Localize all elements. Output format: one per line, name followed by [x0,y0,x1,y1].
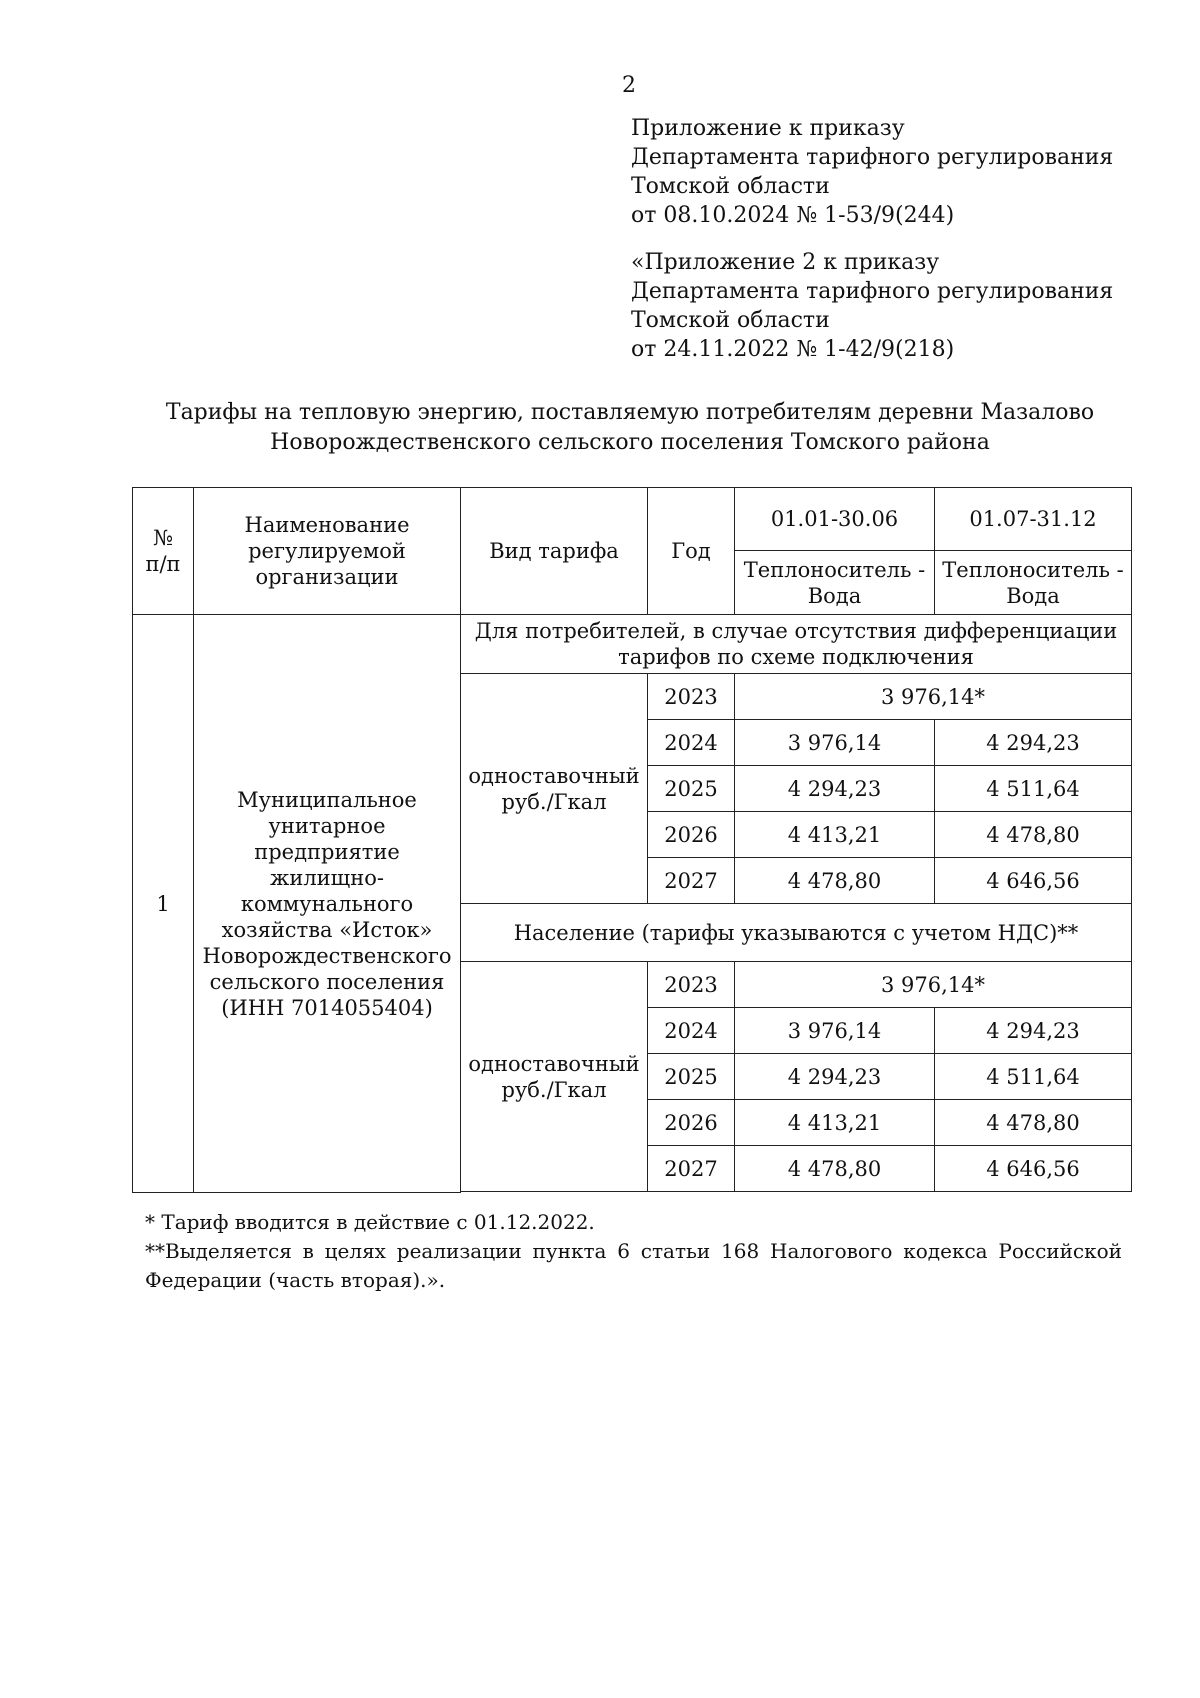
tariff-type: одноставочный руб./Гкал [461,674,648,904]
row-number: 1 [133,615,194,1193]
tariff-value-h1: 4 294,23 [735,1054,935,1100]
header-period-second-half: 01.07-31.12 [935,488,1132,551]
tariff-value-h1: 4 413,21 [735,812,935,858]
document-title [130,398,1130,458]
tariff-value-h2: 4 646,56 [935,1146,1132,1192]
tariff-value-h2: 4 511,64 [935,1054,1132,1100]
tariff-value-h2: 4 511,64 [935,766,1132,812]
header-carrier-first-half: Теплоноситель - Вода [735,551,935,615]
header-carrier-second-half: Теплоноситель - Вода [935,551,1132,615]
tariff-value-merged: 3 976,14* [735,674,1132,720]
header-number: № п/п [133,488,194,615]
year-cell: 2026 [648,1100,735,1146]
title-line: Тарифы на тепловую энергию, поставляемую потребителям деревни Мазалово [165,400,1095,425]
tariff-value-h1: 4 478,80 [735,858,935,904]
header-year: Год [648,488,735,615]
header-organization: Наименование регулируемой организации [194,488,461,615]
year-cell: 2023 [648,962,735,1008]
annex-line: «Приложение 2 к приказу [631,250,940,275]
title-line: Новорождественского сельского поселения Томского района [270,430,990,455]
annex-line: от 24.11.2022 № 1-42/9(218) [631,337,955,362]
annex-original-order [631,248,1151,364]
footnote-vat: **Выделяется в целях реализации пункта 6 статьи 168 Налогового кодекса Российской Федерации (часть вторая).». [145,1239,1122,1292]
tariff-value-h2: 4 294,23 [935,720,1132,766]
year-cell: 2024 [648,720,735,766]
annex-line: от 08.10.2024 № 1-53/9(244) [631,203,955,228]
tariff-value-h2: 4 478,80 [935,812,1132,858]
section-heading: Население (тарифы указываются с учетом НДС)** [461,904,1132,962]
footnotes [145,1208,1122,1295]
page-number: 2 [622,73,636,98]
organization-name: Муниципальное унитарное предприятие жилищно- коммунального хозяйства «Исток» Новорождественского сельского поселения (ИНН 7014055404) [194,615,461,1193]
annex-line: Приложение к приказу [631,116,905,141]
tariff-value-h1: 4 478,80 [735,1146,935,1192]
header-tariff-type: Вид тарифа [461,488,648,615]
annex-line: Томской области [631,308,830,333]
annex-line: Томской области [631,174,830,199]
tariff-table [132,487,1132,1193]
header-period-first-half: 01.01-30.06 [735,488,935,551]
annex-line: Департамента тарифного регулирования [631,279,1114,304]
year-cell: 2027 [648,1146,735,1192]
year-cell: 2024 [648,1008,735,1054]
tariff-type: одноставочный руб./Гкал [461,962,648,1192]
section-heading: Для потребителей, в случае отсутствия дифференциации тарифов по схеме подключения [461,615,1132,674]
tariff-value-h2: 4 294,23 [935,1008,1132,1054]
tariff-value-merged: 3 976,14* [735,962,1132,1008]
tariff-value-h1: 3 976,14 [735,1008,935,1054]
year-cell: 2025 [648,766,735,812]
year-cell: 2023 [648,674,735,720]
annex-current-order [631,114,1151,230]
annex-line: Департамента тарифного регулирования [631,145,1114,170]
tariff-value-h1: 3 976,14 [735,720,935,766]
tariff-value-h1: 4 413,21 [735,1100,935,1146]
tariff-value-h2: 4 478,80 [935,1100,1132,1146]
year-cell: 2027 [648,858,735,904]
footnote-tariff-start: * Тариф вводится в действие с 01.12.2022. [145,1210,595,1234]
tariff-value-h2: 4 646,56 [935,858,1132,904]
year-cell: 2025 [648,1054,735,1100]
tariff-value-h1: 4 294,23 [735,766,935,812]
year-cell: 2026 [648,812,735,858]
